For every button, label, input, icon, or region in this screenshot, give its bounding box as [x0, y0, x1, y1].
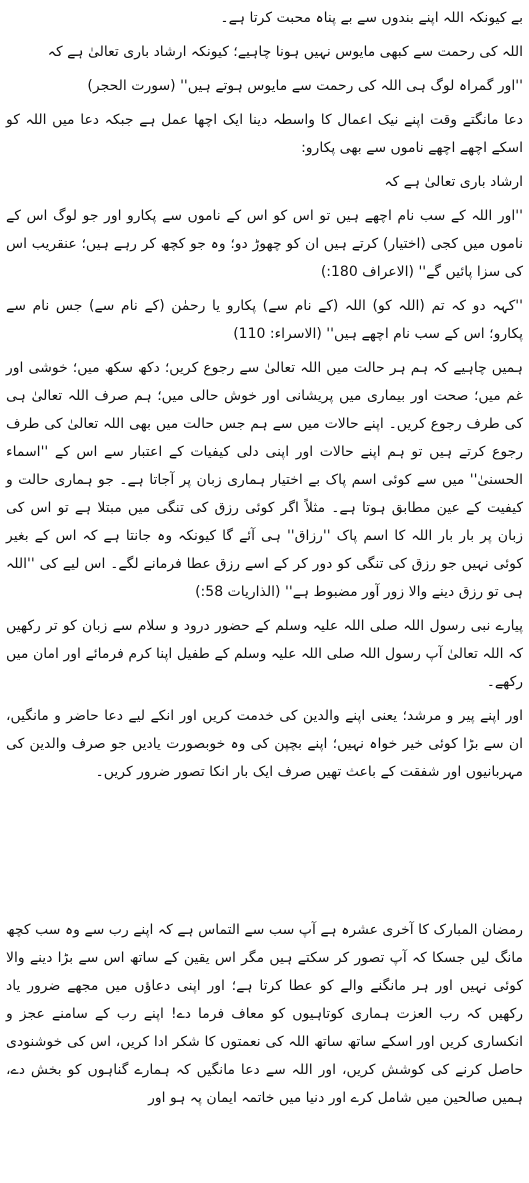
article-body-bottom	[6, 916, 523, 1112]
paragraph-durood: پیارے نبی رسول اللہ صلی اللہ علیہ وسلم کے حضور درود و سلام سے زبان کو تر رکھیں کہ اللہ تعالیٰ آپ رسول اللہ صلی اللہ علیہ وسلم کے طفیل اپنا کرم فرمائے اور امان میں رکھے۔	[6, 618, 523, 690]
paragraph-rujoo: ہمیں چاہیے کہ ہم ہر حالت میں اللہ تعالیٰ سے رجوع کریں؛ دکھ سکھ میں؛ خوشی اور غم میں؛ صحت اور بیماری میں پریشانی اور خوش حالی میں؛ ہم صرف اللہ تعالیٰ ہی کی طرف رجوع کریں۔ اپنے حالات میں سے ہم جس حالت میں بھی اللہ تعالیٰ کی طرف رجوع کرتے ہیں تو ہم اپنے حالات اور اپنی دلی کیفیات کے اعتبار سے اس کے ''اسماء الحسنیٰ'' میں سے کوئی اسم پاک بے اختیار ہماری زبان پر آجاتا ہے۔ جو ہماری حالت و کیفیت کے عین مطابق ہوتا ہے۔ مثلاً اگر کوئی رزق کی تنگی میں مبتلا ہے تو اس کی زبان پر بار بار اللہ کا اسم پاک ''رزاق'' ہی آئے گا کیونکہ وہ جانتا ہے کہ اس کے بغیر کوئی نہیں جو رزق کی تنگی کو دور کر کے اسے رزق عطا فرمانے لگے۔ اس لیے کی ''اللہ ہی تو رزق دینے والا زور آور مضبوط ہے'' (الذاریات 58:)	[6, 360, 523, 600]
quote-al-hijr: ''اور گمراہ لوگ ہی اللہ کی رحمت سے مایوس ہوتے ہیں'' (سورت الحجر)	[87, 78, 523, 94]
article-body-top	[6, 4, 523, 786]
blank-gap	[6, 792, 523, 916]
paragraph-irshad: ارشاد باری تعالیٰ ہے کہ	[384, 174, 523, 190]
quote-al-araf: ''اور اللہ کے سب نام اچھے ہیں تو اس کو اس کے ناموں سے پکارو اور جو لوگ اس کے ناموں میں کجی (اختیار) کرتے ہیں ان کو چھوڑ دو؛ وہ جو کچھ کر رہے ہیں؛ عنقریب اس کی سزا پائیں گے'' (الاعراف 180:)	[6, 208, 523, 280]
closing-line: بے کیونکہ اللہ اپنے بندوں سے بے پناہ محبت کرتا ہے۔	[220, 10, 523, 26]
quote-al-isra: ''کہہ دو کہ تم (اللہ کو) اللہ (کے نام سے) پکارو یا رحمٰن (کے نام سے) جس نام سے پکارو؛ اس کے سب نام اچھے ہیں'' (الاسراء: 110)	[6, 298, 523, 342]
paragraph-dua-intro: دعا مانگتے وقت اپنے نیک اعمال کا واسطہ دینا ایک اچھا عمل ہے جبکہ دعا میں اللہ کو اسکے اچھے اچھے ناموں سے بھی پکارو:	[6, 112, 523, 156]
paragraph-mercy: اللہ کی رحمت سے کبھی مایوس نہیں ہونا چاہیے؛ کیونکہ ارشاد باری تعالیٰ ہے کہ	[47, 44, 523, 60]
paragraph-ramadan: رمضان المبارک کا آخری عشرہ ہے آپ سب سے التماس ہے کہ اپنے رب سے وہ سب کچھ مانگ لیں جسکا کہ آپ تصور کر سکتے ہیں مگر اس یقین کے ساتھ اس سے بڑا دینے والا کوئی نہیں اور ہر مانگنے والے کو عطا کرتا ہے؛ اور اپنی دعاؤں میں مجھے ضرور یاد رکھیں کہ رب العزت ہماری کوتاہیوں کو معاف فرما دے! اپنے رب کے سامنے عجز و انکساری کریں اور اسکے ساتھ ساتھ اللہ کی نعمتوں کا شکر ادا کریں، اس کی خوشنودی حاصل کرنے کی کوشش کریں، اور اللہ سے دعا مانگیں کہ ہمارے گناہوں کو بخش دے، ہمیں صالحین میں شامل کرے اور دنیا میں خاتمہ ایمان پہ ہو اور	[6, 922, 523, 1106]
paragraph-parents: اور اپنے پیر و مرشد؛ یعنی اپنے والدین کی خدمت کریں اور انکے لیے دعا حاضر و مانگیں، ان سے بڑا کوئی خیر خواہ نہیں؛ اپنے بچپن کی وہ خوبصورت یادیں جو صرف والدین کی مہربانیوں اور شفقت کے باعث تھیں صرف ایک بار انکا تصور ضرور کریں۔	[6, 708, 523, 780]
